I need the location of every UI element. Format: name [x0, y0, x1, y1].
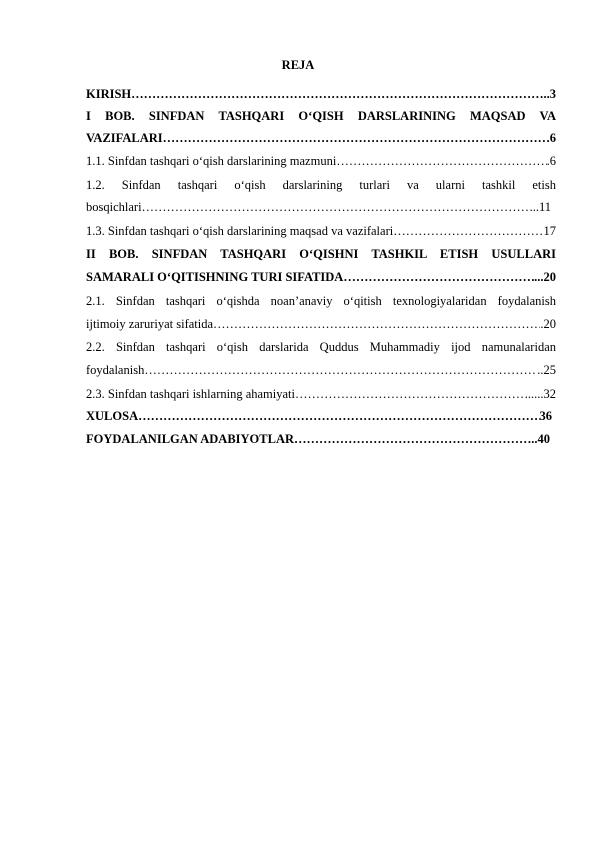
toc-entry-text: KIRISH	[86, 87, 132, 101]
toc-leader-dots	[142, 199, 530, 215]
toc-entry-chapter-1-line-2[interactable]	[86, 130, 556, 146]
toc-leader-dots	[393, 223, 543, 239]
toc-entry-xulosa[interactable]	[86, 408, 552, 424]
toc-entry-text: 1.3. Sinfdan tashqari o‘qish darslarining maqsad va vazifalari	[86, 224, 394, 238]
toc-leader-dots	[295, 386, 525, 402]
toc-entry-2-1-line-1[interactable]	[86, 293, 556, 309]
toc-leader-dots	[144, 362, 537, 378]
toc-entry-1-2-line-1[interactable]	[86, 177, 556, 193]
toc-entry-2-3[interactable]	[86, 386, 556, 402]
toc-entry-page: ..25	[537, 363, 556, 377]
toc-entry-2-1-line-2[interactable]	[86, 316, 556, 332]
toc-entry-text: FOYDALANILGAN ADABIYOTLAR	[86, 432, 295, 446]
toc-leader-dots	[138, 408, 539, 424]
toc-entry-2-2-line-1[interactable]	[86, 339, 556, 355]
toc-leader-dots	[131, 86, 543, 102]
toc-entry-page: 36	[539, 409, 552, 423]
toc-entry-2-2-line-2[interactable]	[86, 362, 556, 378]
toc-entry-page: ..3	[543, 87, 556, 101]
toc-entry-text: I BOB. SINFDAN TASHQARI O‘QISH DARSLARINING MAQSAD VA	[86, 109, 556, 123]
toc-entry-text: II BOB. SINFDAN TASHQARI O‘QISHNI TASHKIL ETISH USULLARI	[86, 247, 556, 261]
toc-entry-page: 6	[549, 131, 556, 145]
toc-leader-dots	[163, 130, 550, 146]
toc-entry-text: 2.2. Sinfdan tashqari o‘qish darslarida Quddus Muhammadiy ijod namunalaridan	[86, 340, 556, 354]
toc-entry-page: ......32	[524, 387, 556, 401]
toc-leader-dots	[294, 431, 531, 447]
toc-entry-text: 1.2. Sinfdan tashqari o‘qish darslarining turlari va ularni tashkil etish	[86, 178, 556, 192]
toc-entry-text: XULOSA	[86, 409, 139, 423]
toc-entry-page: .20	[540, 317, 556, 331]
toc-leader-dots	[336, 153, 546, 169]
toc-entry-text: bosqichlari	[86, 200, 142, 214]
toc-entry-1-1[interactable]	[86, 153, 556, 169]
toc-entry-text: 2.3. Sinfdan tashqari ishlarning ahamiyati	[86, 387, 295, 401]
toc-entry-text: SAMARALI O‘QITISHNING TURI SIFATIDA	[86, 270, 344, 284]
toc-entry-text: 1.1. Sinfdan tashqari o‘qish darslarining mazmuni	[86, 154, 337, 168]
toc-entry-foydalanilgan-adabiyotlar[interactable]	[86, 431, 550, 447]
toc-entry-page: ...20	[534, 270, 556, 284]
toc-leader-dots	[343, 269, 534, 285]
toc-entry-page: ...11	[529, 200, 551, 214]
toc-entry-text: foydalanish	[86, 363, 145, 377]
toc-entry-kirish[interactable]	[86, 86, 556, 102]
toc-entry-text: VAZIFALARI	[86, 131, 163, 145]
toc-leader-dots	[213, 316, 540, 332]
toc-entry-page: 17	[543, 224, 556, 238]
toc-entry-1-3[interactable]	[86, 223, 556, 239]
page-title: REJA	[281, 58, 315, 72]
toc-entry-text: 2.1. Sinfdan tashqari o‘qishda noan’anaviy o‘qitish texnologiyalaridan foydalanish	[86, 294, 556, 308]
toc-entry-page: ..40	[531, 432, 550, 446]
toc-entry-chapter-1-line-1[interactable]	[86, 108, 556, 124]
toc-entry-1-2-line-2[interactable]	[86, 199, 551, 215]
toc-entry-text: ijtimoiy zaruriyat sifatida	[86, 317, 214, 331]
toc-entry-page: .6	[546, 154, 556, 168]
toc-entry-chapter-2-line-1[interactable]	[86, 246, 556, 262]
toc-entry-chapter-2-line-2[interactable]	[86, 269, 556, 285]
